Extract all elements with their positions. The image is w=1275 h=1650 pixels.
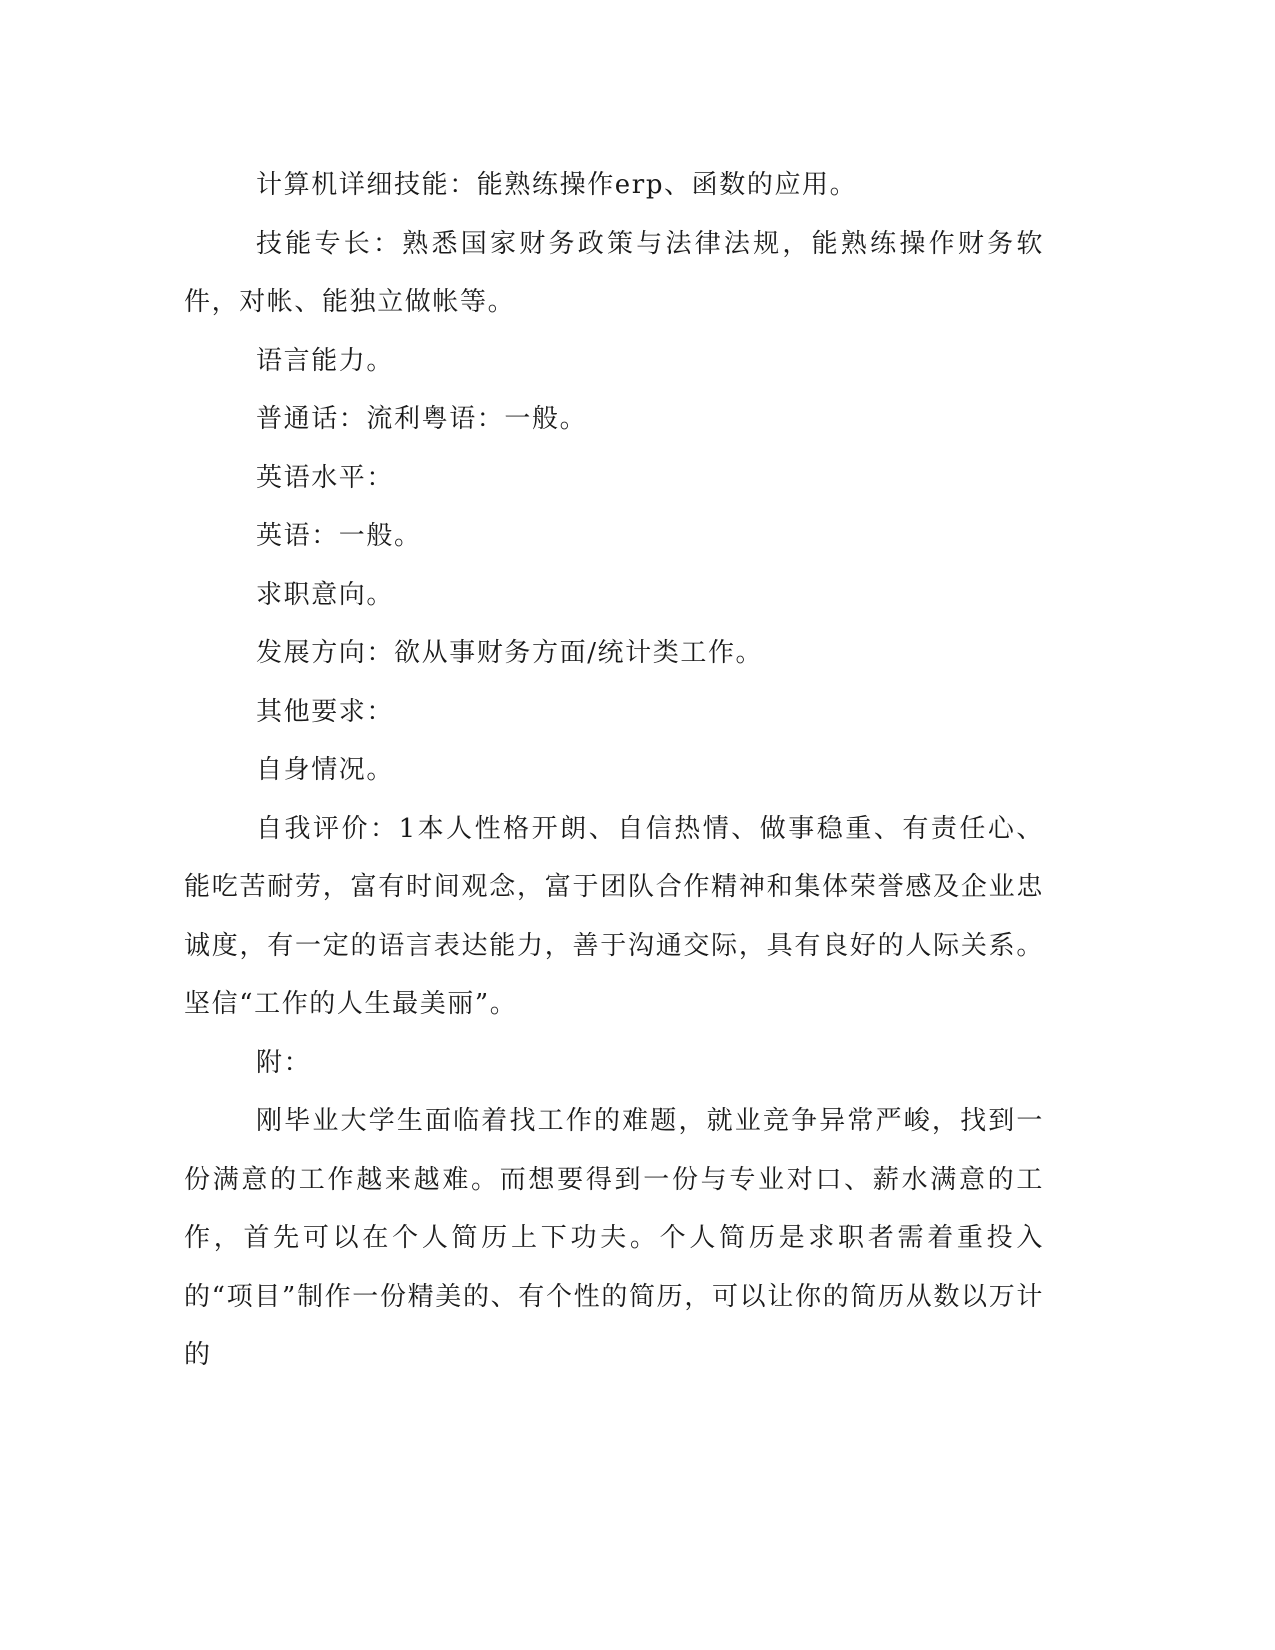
- paragraph-job-intention: 求职意向。: [256, 579, 395, 610]
- paragraph-language-ability: 语言能力。: [256, 345, 395, 376]
- paragraph-english: 英语：一般。: [256, 521, 422, 551]
- paragraph-appendix: 附：: [256, 1047, 312, 1078]
- paragraph-mandarin-cantonese: 普通话：流利粤语：一般。: [256, 404, 588, 434]
- paragraph-computer-skills: 计算机详细技能：能熟练操作erp、函数的应用。: [256, 170, 858, 200]
- paragraph-personal-situation: 自身情况。: [256, 755, 395, 785]
- paragraph-english-level: 英语水平：: [256, 462, 395, 493]
- paragraph-other-requirements: 其他要求：: [256, 696, 395, 727]
- paragraph-development-direction: 发展方向：欲从事财务方面/统计类工作。: [256, 638, 764, 668]
- document-body: [184, 156, 1044, 1385]
- paragraph-skill-specialty: 技能专长：熟悉国家财务政策与法律法规，能熟练操作财务软件，对帐、能独立做帐等。: [184, 228, 1044, 317]
- paragraph-graduate-advice: 刚毕业大学生面临着找工作的难题，就业竞争异常严峻，找到一份满意的工作越来越难。而想要得到一份与专业对口、薪水满意的工作，首先可以在个人简历上下功夫。个人简历是求职者需着重投入的“项目”制作一份精美的、有个性的简历，可以让你的简历从数以万计的: [184, 1106, 1044, 1370]
- paragraph-self-evaluation: 自我评价：1本人性格开朗、自信热情、做事稳重、有责任心、能吃苦耐劳，富有时间观念，富于团队合作精神和集体荣誉感及企业忠诚度，有一定的语言表达能力，善于沟通交际，具有良好的人际关系。坚信“工作的人生最美丽”。: [184, 813, 1044, 1019]
